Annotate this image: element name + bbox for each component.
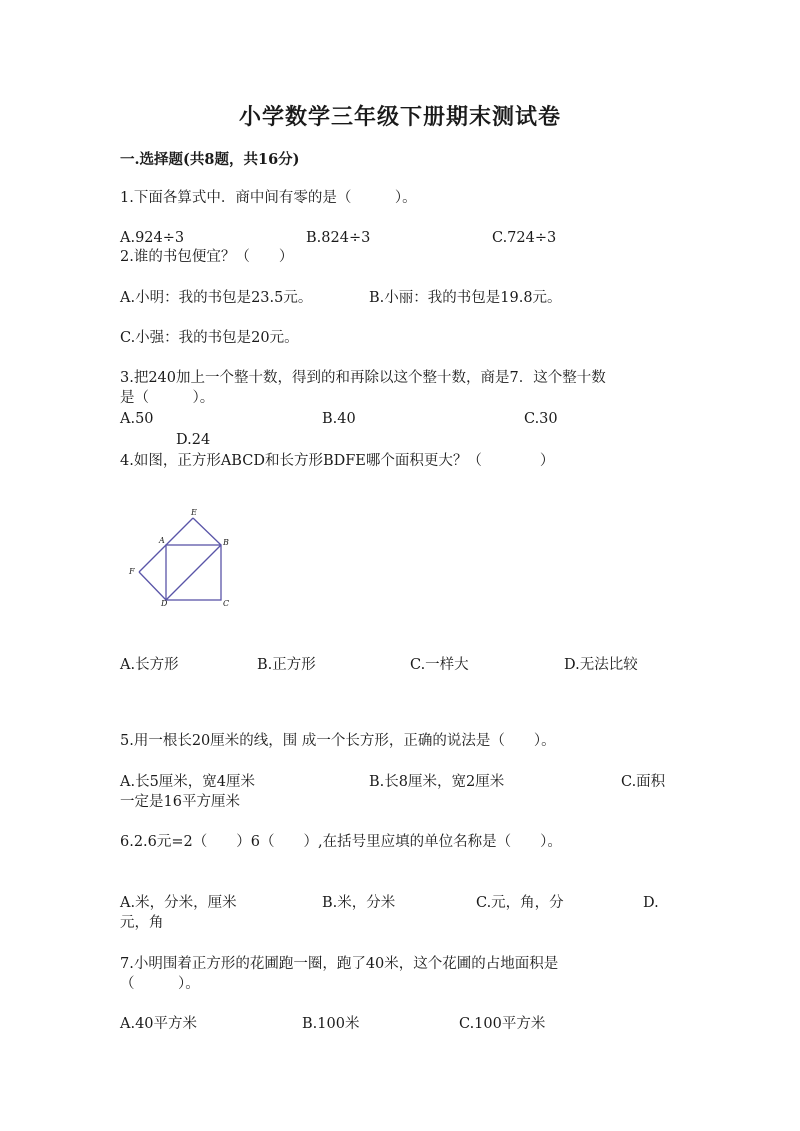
question-4-option-a: A.长方形 [120,657,179,673]
question-7-stem-line2: （ ）。 [120,976,200,992]
question-5-option-b: B.长8厘米，宽2厘米 [369,774,505,790]
side-eb [193,518,221,545]
question-3-option-b: B.40 [322,411,356,427]
label-e: E [191,508,197,517]
label-c: C [223,599,230,608]
question-6-option-d-cont: 元，角 [120,915,164,931]
question-1-stem: 1.下面各算式中．商中间有零的是（ ）。 [120,190,417,206]
label-d: D [161,599,168,608]
question-1-option-a: A.924÷3 [120,230,185,246]
question-3-stem-line1: 3.把240加上一个整十数，得到的和再除以这个整十数，商是7．这个整十数 [120,370,606,386]
question-3-option-a: A.50 [120,411,154,427]
question-3-option-d: D.24 [176,432,211,448]
question-2-stem: 2.谁的书包便宜？（ ） [120,249,294,265]
question-6-option-a: A.米，分米，厘米 [120,895,237,911]
section-heading: 一.选择题(共8题，共16分) [120,151,300,168]
question-5-option-c: C.面积 [621,774,666,790]
question-2-option-b: B.小丽：我的书包是19.8元。 [369,290,562,306]
side-fd [139,572,166,600]
question-5-option-a: A.长5厘米，宽4厘米 [120,774,256,790]
question-6-stem: 6.2.6元=2（ ）6（ ）,在括号里应填的单位名称是（ ）。 [120,834,562,850]
question-1-option-b: B.824÷3 [306,230,371,246]
label-b: B [223,538,229,547]
question-2-option-a: A.小明：我的书包是23.5元。 [120,290,313,306]
question-6-option-c: C.元，角，分 [476,895,564,911]
page-title: 小学数学三年级下册期末测试卷 [238,104,561,130]
question-6-option-d: D. [643,895,659,911]
question-7-stem-line1: 7.小明围着正方形的花圃跑一圈，跑了40米，这个花圃的占地面积是 [120,956,559,972]
label-a: A [159,536,165,545]
label-f: F [129,567,135,576]
question-7-option-b: B.100米 [302,1016,360,1032]
question-6-option-b: B.米，分米 [322,895,396,911]
question-5-stem: 5.用一根长20厘米的线，围 成一个长方形，正确的说法是（ ）。 [120,733,556,749]
question-4-option-b: B.正方形 [257,657,316,673]
square-rectangle-figure [125,505,240,610]
question-4-stem: 4.如图，正方形ABCD和长方形BDFE哪个面积更大？（ ） [120,453,555,469]
question-4-option-d: D.无法比较 [564,657,638,673]
question-7-option-a: A.40平方米 [120,1016,198,1032]
question-2-option-c: C.小强：我的书包是20元。 [120,330,299,346]
question-5-option-c-cont: 一定是16平方厘米 [120,794,240,810]
question-3-stem-line2: 是（ ）。 [120,390,215,406]
diagonal-bd [166,545,221,600]
question-4-option-c: C.一样大 [410,657,469,673]
question-7-option-c: C.100平方米 [459,1016,546,1032]
question-3-option-c: C.30 [524,411,558,427]
question-1-option-c: C.724÷3 [492,230,557,246]
